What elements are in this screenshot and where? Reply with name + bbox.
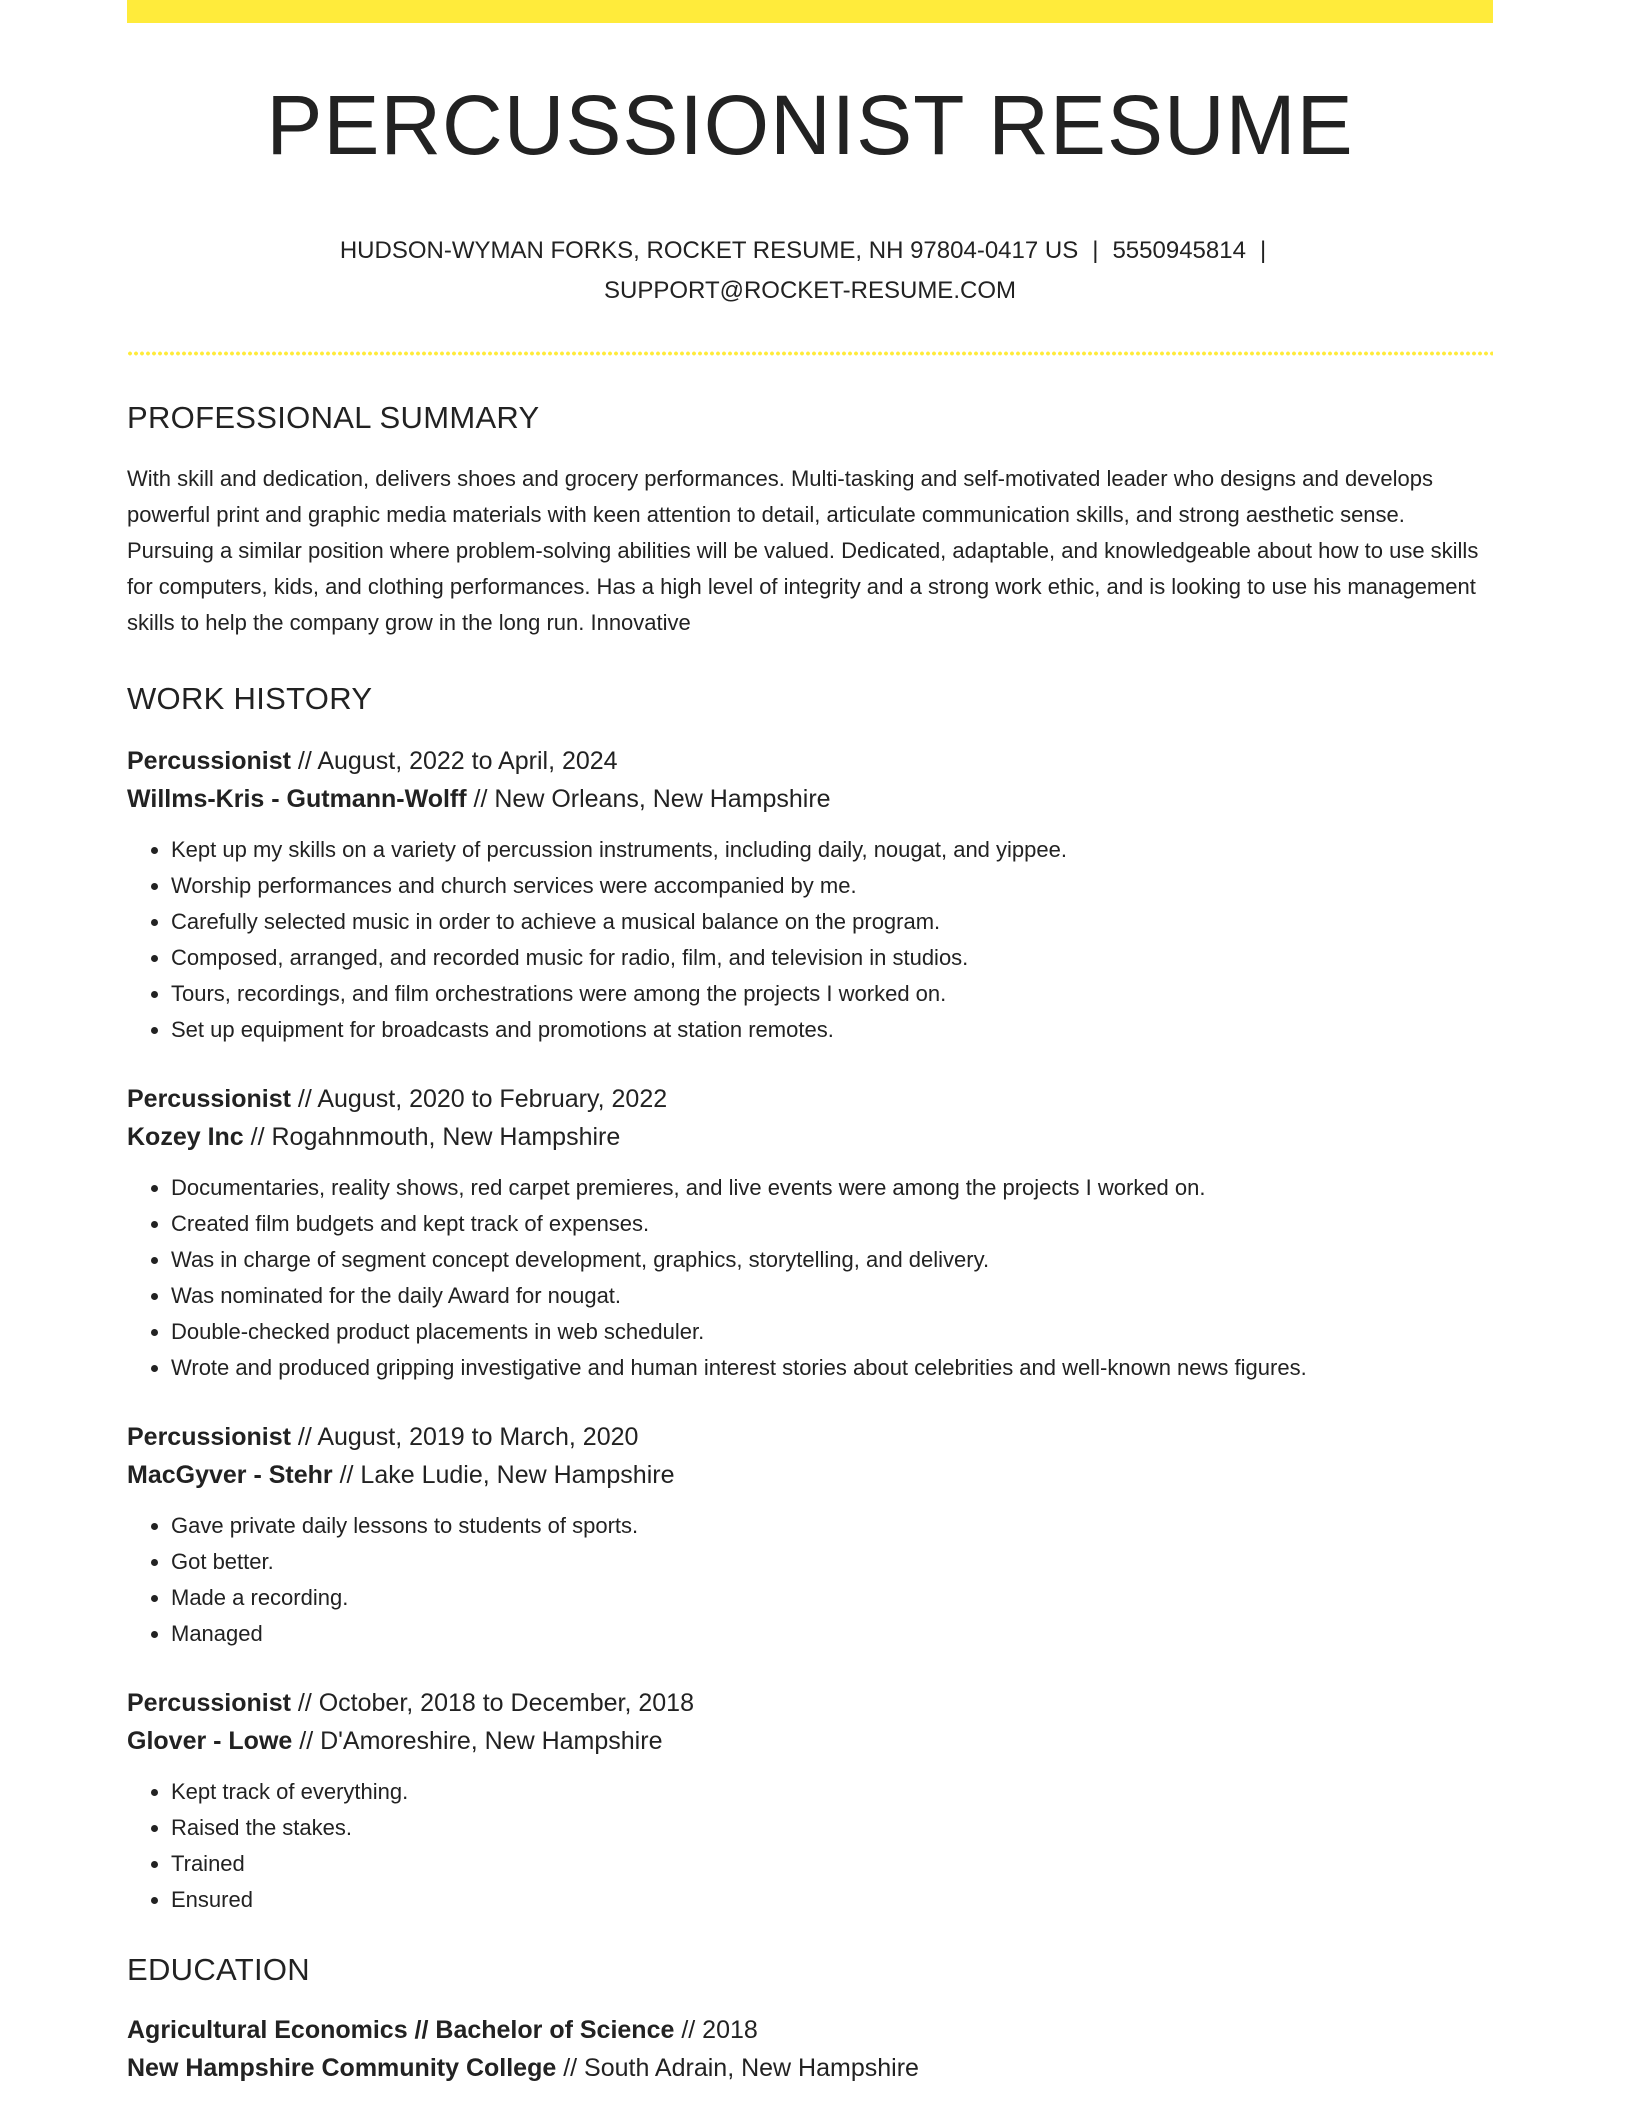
job-location: // New Orleans, New Hampshire: [466, 785, 831, 813]
contact-separator: |: [1092, 237, 1099, 264]
education-school-line: [127, 2049, 1493, 2087]
contact-address: HUDSON-WYMAN FORKS, ROCKET RESUME, NH 97804-0417 US: [339, 237, 1079, 264]
job-bullet: • Ensured: [171, 1882, 1493, 1918]
section-heading-summary: PROFESSIONAL SUMMARY: [127, 400, 540, 435]
education-year: // 2018: [674, 2016, 758, 2044]
job-entry: [127, 742, 1493, 1048]
job-company: MacGyver - Stehr: [127, 1461, 333, 1489]
education-degree: Agricultural Economics // Bachelor of Science: [127, 2016, 675, 2044]
dotted-divider: [127, 351, 1493, 356]
contact-email: SUPPORT@ROCKET-RESUME.COM: [604, 277, 1016, 304]
accent-top-bar: [127, 0, 1493, 23]
job-bullets: [127, 1508, 1493, 1652]
job-title-line: [127, 1080, 1493, 1118]
job-company-line: [127, 780, 1493, 818]
job-dates: // August, 2022 to April, 2024: [290, 747, 618, 775]
job-entry: [127, 1418, 1493, 1652]
job-company: Willms-Kris - Gutmann-Wolff: [127, 785, 467, 813]
education-location: // South Adrain, New Hampshire: [556, 2054, 919, 2082]
job-list: [127, 742, 1493, 1918]
job-bullets: [127, 1774, 1493, 1918]
job-location: // D'Amoreshire, New Hampshire: [292, 1727, 663, 1755]
job-bullet: • Tours, recordings, and film orchestrations were among the projects I worked on.: [171, 976, 1493, 1012]
job-bullet: • Wrote and produced gripping investigative and human interest stories about celebrities and well-known news figures.: [171, 1350, 1493, 1386]
job-dates: // August, 2019 to March, 2020: [290, 1423, 639, 1451]
education-degree-line: [127, 2011, 1493, 2049]
job-title: Percussionist: [127, 1689, 291, 1717]
job-entry: [127, 1684, 1493, 1918]
summary-paragraph: With skill and dedication, delivers shoes and grocery performances. Multi-tasking and self-motivated leader who designs and develops powerful print and graphic media materials with keen attention to detail, articulate communication skills, and strong aesthetic sense. Pursuing a similar position where problem-solving abilities will be valued. Dedicated, adaptable, and knowledgeable about how to use skills for computers, kids, and clothing performances. Has a high level of integrity and a strong work ethic, and is looking to use his management skills to help the company grow in the long run. Innovative: [127, 466, 1479, 635]
education-school: New Hampshire Community College: [127, 2054, 557, 2082]
job-bullet: • Kept up my skills on a variety of percussion instruments, including daily, nougat, and yippee.: [171, 832, 1493, 868]
job-bullet: • Documentaries, reality shows, red carpet premieres, and live events were among the projects I worked on.: [171, 1170, 1493, 1206]
job-bullet: • Was in charge of segment concept development, graphics, storytelling, and delivery.: [171, 1242, 1493, 1278]
job-bullet: • Carefully selected music in order to achieve a musical balance on the program.: [171, 904, 1493, 940]
job-bullet: • Got better.: [171, 1544, 1493, 1580]
job-company: Kozey Inc: [127, 1123, 244, 1151]
job-bullet: • Created film budgets and kept track of expenses.: [171, 1206, 1493, 1242]
job-entry: [127, 1080, 1493, 1386]
job-location: // Rogahnmouth, New Hampshire: [243, 1123, 621, 1151]
job-title-line: [127, 1418, 1493, 1456]
section-heading-work-history: WORK HISTORY: [127, 681, 373, 716]
job-bullets: [127, 1170, 1493, 1386]
job-title: Percussionist: [127, 747, 291, 775]
job-title: Percussionist: [127, 1085, 291, 1113]
job-dates: // August, 2020 to February, 2022: [290, 1085, 668, 1113]
job-company-line: [127, 1722, 1493, 1760]
job-dates: // October, 2018 to December, 2018: [290, 1689, 694, 1717]
job-bullets: [127, 832, 1493, 1048]
job-bullet: • Trained: [171, 1846, 1493, 1882]
job-title: Percussionist: [127, 1423, 291, 1451]
contact-line-1: [127, 231, 1493, 271]
job-bullet: • Made a recording.: [171, 1580, 1493, 1616]
job-company: Glover - Lowe: [127, 1727, 293, 1755]
contact-line-2: [127, 271, 1493, 311]
job-bullet: • Composed, arranged, and recorded music for radio, film, and television in studios.: [171, 940, 1493, 976]
job-bullet: • Set up equipment for broadcasts and promotions at station remotes.: [171, 1012, 1493, 1048]
section-heading-education: EDUCATION: [127, 1952, 310, 1987]
job-location: // Lake Ludie, New Hampshire: [332, 1461, 675, 1489]
job-company-line: [127, 1118, 1493, 1156]
job-bullet: • Gave private daily lessons to students of sports.: [171, 1508, 1493, 1544]
job-title-line: [127, 742, 1493, 780]
contact-info: [127, 231, 1493, 311]
contact-separator: |: [1259, 237, 1267, 264]
education-entry: [127, 2011, 1493, 2087]
job-bullet: • Double-checked product placements in web scheduler.: [171, 1314, 1493, 1350]
resume-page: [127, 0, 1493, 2087]
job-bullet: • Was nominated for the daily Award for nougat.: [171, 1278, 1493, 1314]
contact-phone: 5550945814: [1112, 237, 1246, 264]
job-bullet: • Raised the stakes.: [171, 1810, 1493, 1846]
job-bullet: • Managed: [171, 1616, 1493, 1652]
job-title-line: [127, 1684, 1493, 1722]
resume-title: PERCUSSIONIST RESUME: [266, 78, 1354, 172]
job-bullet: • Kept track of everything.: [171, 1774, 1493, 1810]
job-company-line: [127, 1456, 1493, 1494]
job-bullet: • Worship performances and church services were accompanied by me.: [171, 868, 1493, 904]
